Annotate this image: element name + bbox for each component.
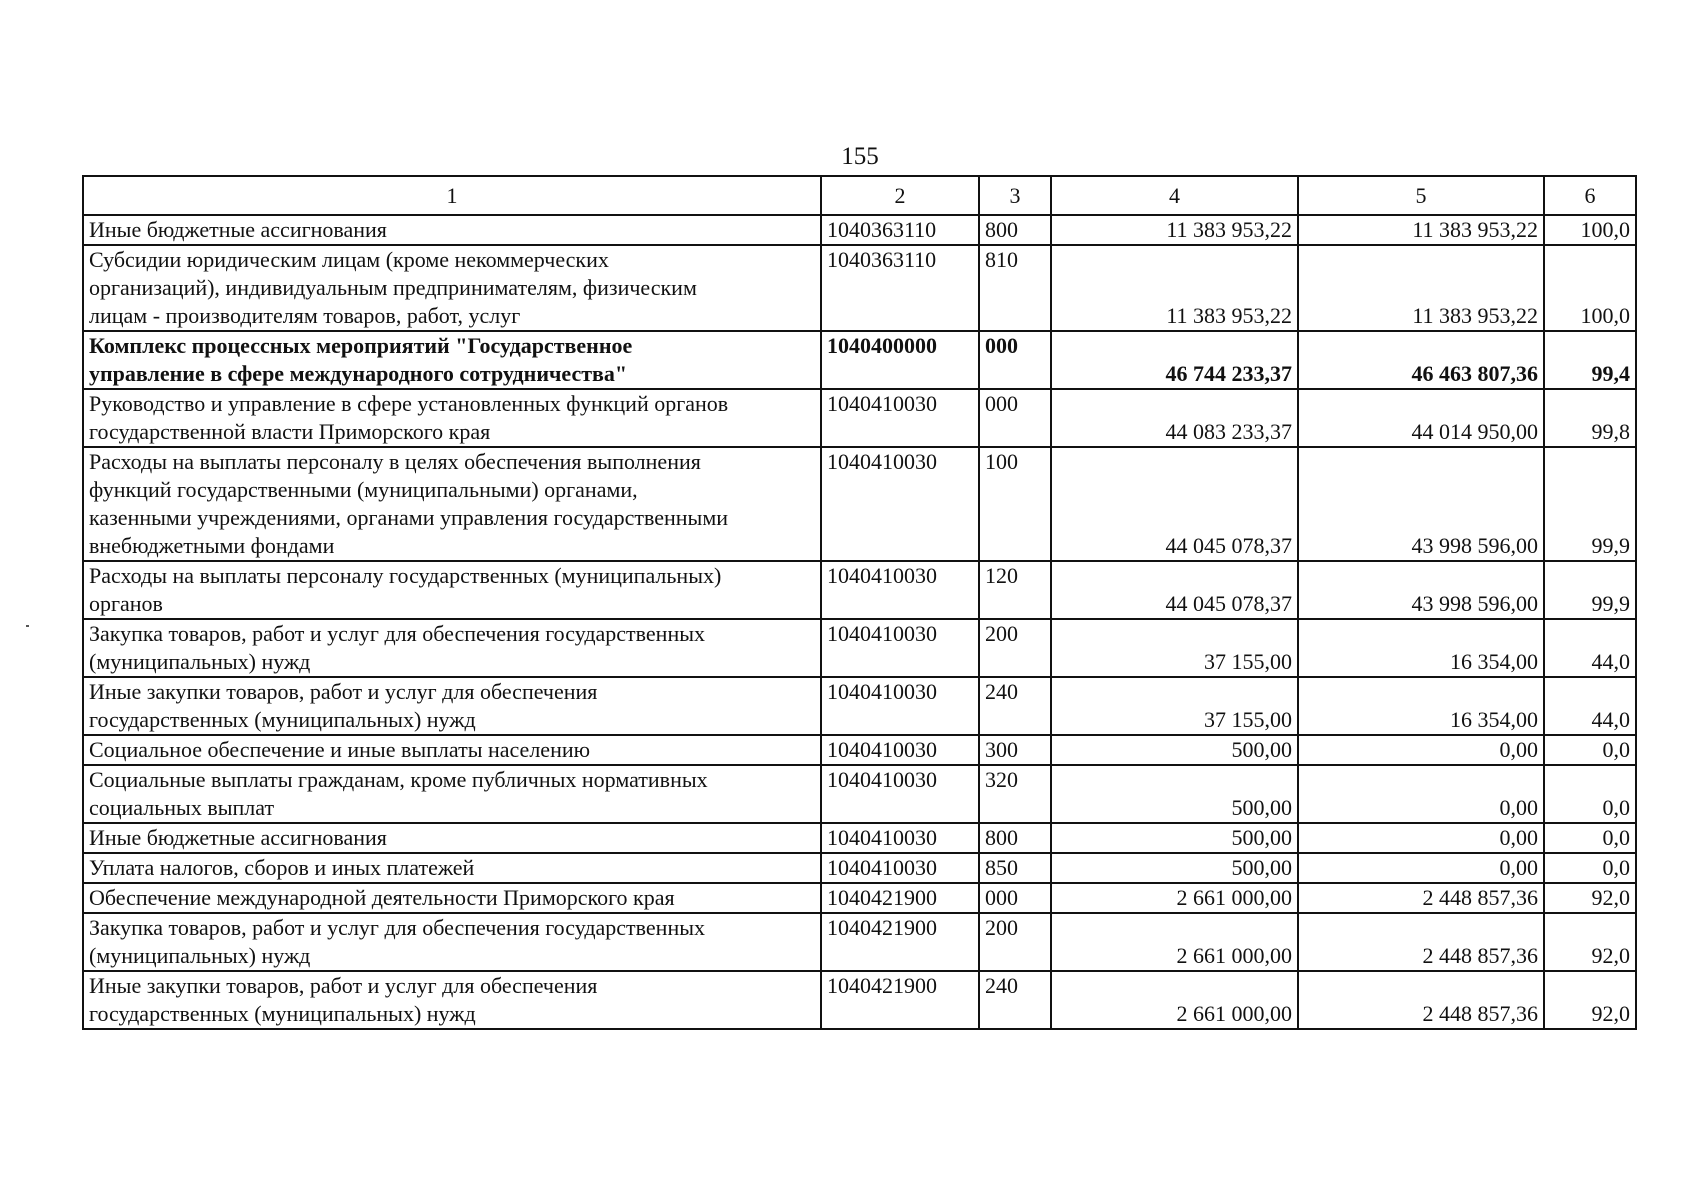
row-actual-cell: 11 383 953,22 — [1298, 215, 1544, 245]
row-name-line: государственных (муниципальных) нужд — [89, 707, 476, 732]
header-col-3: 3 — [979, 176, 1051, 215]
row-type-cell: 850 — [979, 853, 1051, 883]
row-type-cell: 800 — [979, 823, 1051, 853]
table-row — [83, 735, 1636, 765]
row-type-cell: 800 — [979, 215, 1051, 245]
row-type-cell: 000 — [979, 883, 1051, 913]
row-actual-cell: 16 354,00 — [1298, 677, 1544, 735]
row-percent-cell: 99,9 — [1544, 561, 1636, 619]
row-type-cell: 000 — [979, 389, 1051, 447]
row-planned-cell: 37 155,00 — [1051, 677, 1298, 735]
row-name-line: Закупка товаров, работ и услуг для обеспечения государственных — [89, 915, 706, 940]
table-row — [83, 215, 1636, 245]
row-name-line: Социальное обеспечение и иные выплаты населению — [89, 737, 591, 762]
row-type-cell: 200 — [979, 619, 1051, 677]
header-col-2: 2 — [821, 176, 979, 215]
row-percent-cell: 99,9 — [1544, 447, 1636, 561]
row-name-line: Уплата налогов, сборов и иных платежей — [89, 855, 475, 880]
row-code-cell: 1040410030 — [821, 447, 979, 561]
row-name-line: казенными учреждениями, органами управления государственными — [89, 505, 729, 530]
budget-table — [82, 175, 1637, 1030]
row-percent-cell: 0,0 — [1544, 853, 1636, 883]
row-planned-cell: 44 083 233,37 — [1051, 389, 1298, 447]
row-name-cell — [83, 913, 821, 971]
table-row — [83, 823, 1636, 853]
row-type-cell: 100 — [979, 447, 1051, 561]
row-type-cell: 120 — [979, 561, 1051, 619]
row-name-cell — [83, 389, 821, 447]
row-type-cell: 000 — [979, 331, 1051, 389]
row-name-line: органов — [89, 591, 163, 616]
row-name-line: Обеспечение международной деятельности Приморского края — [89, 885, 675, 910]
row-name-line: Иные бюджетные ассигнования — [89, 825, 387, 850]
row-percent-cell: 0,0 — [1544, 735, 1636, 765]
table-body — [83, 215, 1636, 1029]
row-name-cell — [83, 823, 821, 853]
table-row — [83, 913, 1636, 971]
row-name-line: социальных выплат — [89, 795, 275, 820]
row-name-line: (муниципальных) нужд — [89, 649, 311, 674]
row-name-line: государственной власти Приморского края — [89, 419, 491, 444]
row-name-line: лицам - производителям товаров, работ, услуг — [89, 303, 521, 328]
table-row — [83, 619, 1636, 677]
row-planned-cell: 500,00 — [1051, 765, 1298, 823]
row-planned-cell: 46 744 233,37 — [1051, 331, 1298, 389]
row-code-cell: 1040410030 — [821, 389, 979, 447]
row-planned-cell: 2 661 000,00 — [1051, 883, 1298, 913]
row-actual-cell: 2 448 857,36 — [1298, 913, 1544, 971]
row-actual-cell: 44 014 950,00 — [1298, 389, 1544, 447]
row-code-cell: 1040363110 — [821, 215, 979, 245]
row-planned-cell: 2 661 000,00 — [1051, 971, 1298, 1029]
row-name-line: (муниципальных) нужд — [89, 943, 311, 968]
row-name-line: Руководство и управление в сфере установленных функций органов — [89, 391, 729, 416]
row-planned-cell: 37 155,00 — [1051, 619, 1298, 677]
row-actual-cell: 11 383 953,22 — [1298, 245, 1544, 331]
row-type-cell: 240 — [979, 971, 1051, 1029]
table-row — [83, 853, 1636, 883]
row-actual-cell: 43 998 596,00 — [1298, 447, 1544, 561]
row-actual-cell: 0,00 — [1298, 765, 1544, 823]
table-row — [83, 677, 1636, 735]
row-name-cell — [83, 331, 821, 389]
row-name-cell — [83, 561, 821, 619]
header-col-5: 5 — [1298, 176, 1544, 215]
row-code-cell: 1040410030 — [821, 765, 979, 823]
row-type-cell: 320 — [979, 765, 1051, 823]
row-actual-cell: 2 448 857,36 — [1298, 971, 1544, 1029]
table-row — [83, 447, 1636, 561]
row-type-cell: 810 — [979, 245, 1051, 331]
row-name-line: Субсидии юридическим лицам (кроме некоммерческих — [89, 247, 609, 272]
row-percent-cell: 44,0 — [1544, 619, 1636, 677]
row-name-cell — [83, 971, 821, 1029]
page-number: 155 — [841, 143, 879, 170]
table-row — [83, 883, 1636, 913]
row-name-cell — [83, 853, 821, 883]
row-percent-cell: 44,0 — [1544, 677, 1636, 735]
table-row — [83, 971, 1636, 1029]
row-percent-cell: 100,0 — [1544, 215, 1636, 245]
row-code-cell: 1040410030 — [821, 619, 979, 677]
row-planned-cell: 500,00 — [1051, 823, 1298, 853]
scan-speck — [26, 625, 29, 627]
row-name-cell — [83, 447, 821, 561]
row-name-line: Расходы на выплаты персоналу государственных (муниципальных) — [89, 563, 722, 588]
row-code-cell: 1040421900 — [821, 883, 979, 913]
row-code-cell: 1040421900 — [821, 913, 979, 971]
row-planned-cell: 11 383 953,22 — [1051, 245, 1298, 331]
row-code-cell: 1040421900 — [821, 971, 979, 1029]
header-col-6: 6 — [1544, 176, 1636, 215]
row-name-cell — [83, 677, 821, 735]
row-name-cell — [83, 735, 821, 765]
table-row — [83, 765, 1636, 823]
row-planned-cell: 2 661 000,00 — [1051, 913, 1298, 971]
row-name-cell — [83, 245, 821, 331]
row-percent-cell: 92,0 — [1544, 883, 1636, 913]
row-code-cell: 1040410030 — [821, 853, 979, 883]
table-row — [83, 331, 1636, 389]
row-name-line: управление в сфере международного сотрудничества" — [89, 361, 628, 386]
table-header — [83, 176, 1636, 215]
row-percent-cell: 92,0 — [1544, 971, 1636, 1029]
row-name-cell — [83, 765, 821, 823]
row-percent-cell: 0,0 — [1544, 823, 1636, 853]
row-planned-cell: 500,00 — [1051, 853, 1298, 883]
row-actual-cell: 0,00 — [1298, 735, 1544, 765]
row-actual-cell: 2 448 857,36 — [1298, 883, 1544, 913]
row-planned-cell: 500,00 — [1051, 735, 1298, 765]
row-type-cell: 200 — [979, 913, 1051, 971]
row-planned-cell: 44 045 078,37 — [1051, 447, 1298, 561]
row-name-line: Расходы на выплаты персоналу в целях обеспечения выполнения — [89, 449, 701, 474]
header-col-4: 4 — [1051, 176, 1298, 215]
row-percent-cell: 99,8 — [1544, 389, 1636, 447]
row-planned-cell: 44 045 078,37 — [1051, 561, 1298, 619]
row-code-cell: 1040410030 — [821, 735, 979, 765]
row-name-line: функций государственными (муниципальными) органами, — [89, 477, 638, 502]
row-actual-cell: 43 998 596,00 — [1298, 561, 1544, 619]
row-name-line: Закупка товаров, работ и услуг для обеспечения государственных — [89, 621, 706, 646]
row-code-cell: 1040363110 — [821, 245, 979, 331]
table-row — [83, 245, 1636, 331]
row-name-line: внебюджетными фондами — [89, 533, 335, 558]
row-code-cell: 1040410030 — [821, 561, 979, 619]
row-type-cell: 240 — [979, 677, 1051, 735]
row-planned-cell: 11 383 953,22 — [1051, 215, 1298, 245]
row-actual-cell: 0,00 — [1298, 823, 1544, 853]
row-actual-cell: 0,00 — [1298, 853, 1544, 883]
header-col-1: 1 — [83, 176, 821, 215]
row-code-cell: 1040400000 — [821, 331, 979, 389]
row-name-line: Социальные выплаты гражданам, кроме публичных нормативных — [89, 767, 708, 792]
row-type-cell: 300 — [979, 735, 1051, 765]
row-name-line: государственных (муниципальных) нужд — [89, 1001, 476, 1026]
row-name-line: Иные закупки товаров, работ и услуг для обеспечения — [89, 973, 598, 998]
row-name-line: Иные бюджетные ассигнования — [89, 217, 387, 242]
row-name-cell — [83, 215, 821, 245]
row-percent-cell: 92,0 — [1544, 913, 1636, 971]
row-name-cell — [83, 883, 821, 913]
row-name-line: Иные закупки товаров, работ и услуг для обеспечения — [89, 679, 598, 704]
row-name-line: Комплекс процессных мероприятий "Государственное — [89, 333, 633, 358]
row-actual-cell: 16 354,00 — [1298, 619, 1544, 677]
row-percent-cell: 0,0 — [1544, 765, 1636, 823]
row-percent-cell: 99,4 — [1544, 331, 1636, 389]
row-percent-cell: 100,0 — [1544, 245, 1636, 331]
row-name-line: организаций), индивидуальным предпринимателям, физическим — [89, 275, 697, 300]
table-row — [83, 389, 1636, 447]
header-row — [83, 176, 1636, 215]
row-name-cell — [83, 619, 821, 677]
row-code-cell: 1040410030 — [821, 677, 979, 735]
row-actual-cell: 46 463 807,36 — [1298, 331, 1544, 389]
table-row — [83, 561, 1636, 619]
row-code-cell: 1040410030 — [821, 823, 979, 853]
